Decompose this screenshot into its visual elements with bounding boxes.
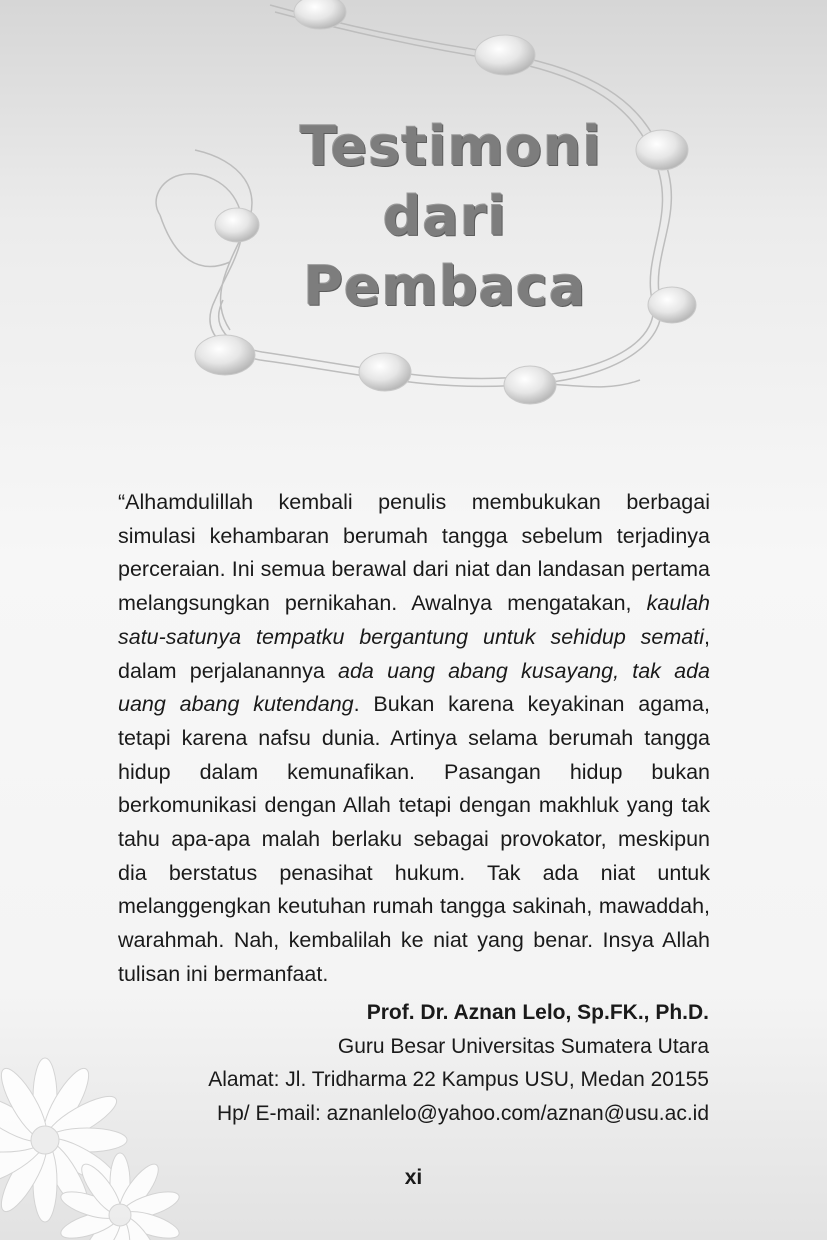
title-line-3: Pembaca bbox=[303, 255, 587, 318]
testimonial-italic-segment: ada uang abang kusayang, tak ada uang abang kutendang bbox=[118, 658, 710, 717]
page-title bbox=[300, 112, 603, 322]
author-address: Alamat: Jl. Tridharma 22 Kampus USU, Medan 20155 bbox=[208, 1068, 709, 1091]
title-line-2: dari bbox=[382, 185, 508, 248]
testimonial-text bbox=[118, 486, 710, 992]
title-line-1: Testimoni bbox=[300, 115, 603, 178]
author-position: Guru Besar Universitas Sumatera Utara bbox=[337, 1034, 709, 1058]
testimonial-segment: , dalam perjalanannya bbox=[118, 624, 710, 683]
author-name: Prof. Dr. Aznan Lelo, Sp.FK., Ph.D. bbox=[366, 1001, 709, 1024]
testimonial-segment: . Bukan karena keyakinan agama, tetapi karena nafsu dunia. Artinya selama berumah tangga hidup dalam kemunafikan. Pasangan hidup bukan berkomunikasi dengan Allah tetapi dengan makhluk yang tak tahu apa-apa malah berlaku sebagai provokator, meskipun dia berstatus penasihat hukum. Tak ada niat untuk melanggengkan keutuhan rumah tangga sakinah, mawaddah, warahmah. Nah, kembalilah ke niat yang benar. Insya Allah tulisan ini bermanfaat. bbox=[118, 692, 710, 986]
author-contact: Hp/ E-mail: aznanlelo@yahoo.com/aznan@usu.ac.id bbox=[216, 1101, 709, 1125]
page-number: xi bbox=[404, 1166, 423, 1189]
testimonial-segment: “Alhamdulillah kembali penulis membukukan berbagai simulasi kehambaran berumah tangga sebelum terjadinya perceraian. Ini semua berawal dari niat dan landasan pertama melangsungkan pernikahan. Awalnya mengatakan, bbox=[118, 490, 710, 616]
testimonial-italic-segment: kaulah satu-satunya tempatku bergantung untuk sehidup semati bbox=[118, 591, 710, 649]
signature-block bbox=[208, 996, 709, 1130]
